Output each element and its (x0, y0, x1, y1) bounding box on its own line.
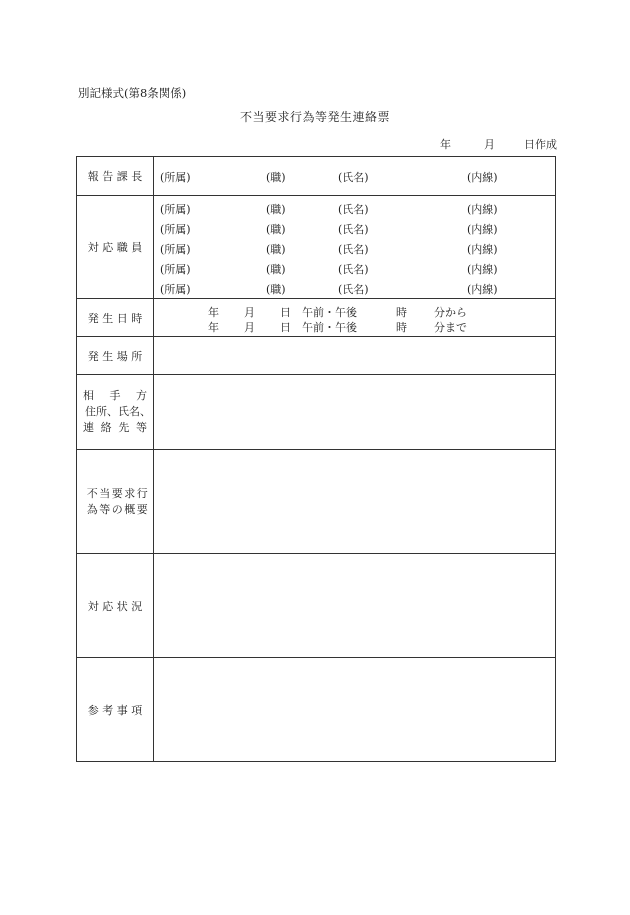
occurred-at-fields[interactable] (154, 299, 556, 337)
position-label: (職) (266, 243, 286, 256)
summary-row (77, 450, 556, 554)
affiliation-label: (所属) (160, 283, 191, 296)
ampm-label: 午前・午後 (302, 305, 357, 319)
place-field[interactable] (154, 337, 556, 375)
responders-fields[interactable] (154, 196, 556, 299)
affiliation-label: (所属) (160, 243, 191, 256)
status-field[interactable] (154, 554, 556, 658)
notes-row (77, 658, 556, 762)
extension-label: (内線) (467, 283, 498, 296)
form-reference: 別記様式(第8条関係) (78, 86, 187, 100)
position-label: (職) (266, 203, 286, 216)
opponent-row (77, 375, 556, 450)
place-row (77, 337, 556, 375)
summary-label (77, 450, 154, 554)
extension-label: (内線) (467, 203, 498, 216)
responders-label: 対 応 職 員 (77, 196, 154, 299)
affiliation-label: (所属) (160, 223, 191, 236)
creation-date (440, 136, 557, 152)
status-label: 対 応 状 況 (77, 554, 154, 658)
opponent-line-1: 相 手 方 (83, 389, 147, 402)
notes-label: 参 考 事 項 (77, 658, 154, 762)
summary-line-1: 不当要求行 (86, 486, 150, 500)
notes-field[interactable] (154, 658, 556, 762)
affiliation-label: (所属) (160, 263, 191, 276)
opponent-label (77, 375, 154, 450)
affiliation-label: (所属) (160, 171, 191, 184)
opponent-line-2: 住所、氏名、 (85, 405, 151, 418)
extension-label: (内線) (467, 243, 498, 256)
status-row (77, 554, 556, 658)
name-label: (氏名) (338, 283, 369, 296)
summary-line-2: 為等の概要 (86, 502, 150, 516)
name-label: (氏名) (338, 263, 369, 276)
affiliation-label: (所属) (160, 203, 191, 216)
report-table (76, 156, 556, 762)
reporter-row (77, 157, 556, 196)
day-label: 日 (280, 305, 291, 319)
ampm-label: 午前・午後 (302, 320, 357, 334)
extension-label: (内線) (467, 223, 498, 236)
document-title: 不当要求行為等発生連絡票 (239, 110, 390, 124)
day-label: 日 (280, 320, 291, 334)
position-label: (職) (266, 263, 286, 276)
place-label: 発 生 場 所 (77, 337, 154, 375)
date-year: 年 (440, 138, 451, 151)
hour-label: 時 (396, 305, 407, 319)
year-label: 年 (208, 320, 219, 334)
opponent-line-3: 連 絡 先 等 (83, 421, 147, 434)
date-day: 日作成 (524, 138, 557, 151)
position-label: (職) (266, 223, 286, 236)
month-label: 月 (244, 305, 255, 319)
extension-label: (内線) (467, 171, 498, 184)
month-label: 月 (244, 320, 255, 334)
position-label: (職) (266, 171, 286, 184)
name-label: (氏名) (338, 203, 369, 216)
occurred-at-label: 発 生 日 時 (77, 299, 154, 337)
name-label: (氏名) (338, 243, 369, 256)
hour-label: 時 (396, 320, 407, 334)
from-label: 分から (434, 305, 467, 319)
extension-label: (内線) (467, 263, 498, 276)
name-label: (氏名) (338, 223, 369, 236)
occurred-at-row (77, 299, 556, 337)
year-label: 年 (208, 305, 219, 319)
summary-field[interactable] (154, 450, 556, 554)
reporter-fields[interactable] (154, 157, 556, 196)
reporter-label: 報 告 課 長 (77, 157, 154, 196)
date-month: 月 (484, 138, 495, 151)
position-label: (職) (266, 283, 286, 296)
responders-row (77, 196, 556, 299)
opponent-field[interactable] (154, 375, 556, 450)
until-label: 分まで (434, 320, 467, 334)
name-label: (氏名) (338, 171, 369, 184)
